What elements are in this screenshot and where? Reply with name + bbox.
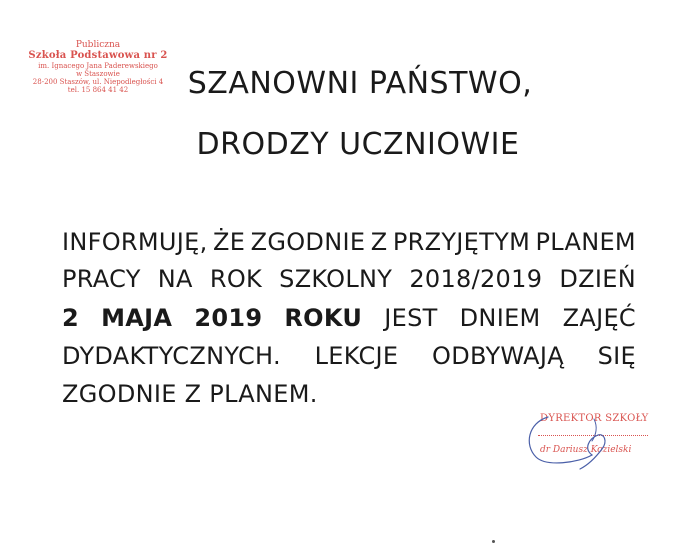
body-word: Z [370,228,388,256]
date-word: ROKU [284,304,363,332]
body-word: ROK [209,265,263,293]
body-word: INFORMUJĘ, [62,228,208,256]
scan-speck [492,540,495,543]
body-word: DYDAKTYCZNYCH. [62,342,281,370]
date-word: MAJA [101,304,173,332]
body-word: DNIEM [459,304,541,332]
body-word: NA [157,265,193,293]
greeting-line-2: DRODZY UCZNIOWIE [196,127,520,162]
body-line-5 [62,380,636,408]
greeting-line-1: SZANOWNI PAŃSTWO, [187,66,533,101]
body-word: PLANEM [535,228,636,256]
director-signature-stamp [518,405,658,475]
body-word: PRACY [62,265,141,293]
body-closing: ZGODNIE Z PLANEM. [62,380,318,408]
date-word: 2019 [194,304,263,332]
body-word: DZIEŃ [559,265,636,293]
body-line-2 [62,265,636,293]
body-line-1 [62,228,636,256]
date-word: 2 [62,304,79,332]
body-word: SIĘ [597,342,636,370]
stamp-school-name: Szkoła Podstawowa nr 2 [28,50,168,62]
body-line-4 [62,342,636,370]
body-word: PRZYJĘTYM [392,228,531,256]
stamp-patron: im. Ignacego Jana Paderewskiego [38,61,158,70]
stamp-line-1: Publiczna [75,40,121,50]
director-title: DYREKTOR SZKOŁY [540,413,649,424]
stamp-address: 28-200 Staszów, ul. Niepodległości 4 [32,77,164,86]
stamp-phone: tel. 15 864 41 42 [67,85,129,94]
handwritten-signature [518,405,658,475]
body-word: 2018/2019 [409,265,543,293]
body-word: SZKOLNY [279,265,393,293]
body-word: ZGODNIE [250,228,366,256]
body-word: JEST [384,304,438,332]
body-word: LEKCJE [314,342,399,370]
director-name: dr Dariusz Kozielski [540,445,632,455]
body-word: ZAJĘĆ [562,304,636,332]
stamp-city: w Staszowie [76,69,120,78]
body-line-3 [62,304,636,332]
body-word: ŻE [212,228,246,256]
body-word: ODBYWAJĄ [432,342,564,370]
